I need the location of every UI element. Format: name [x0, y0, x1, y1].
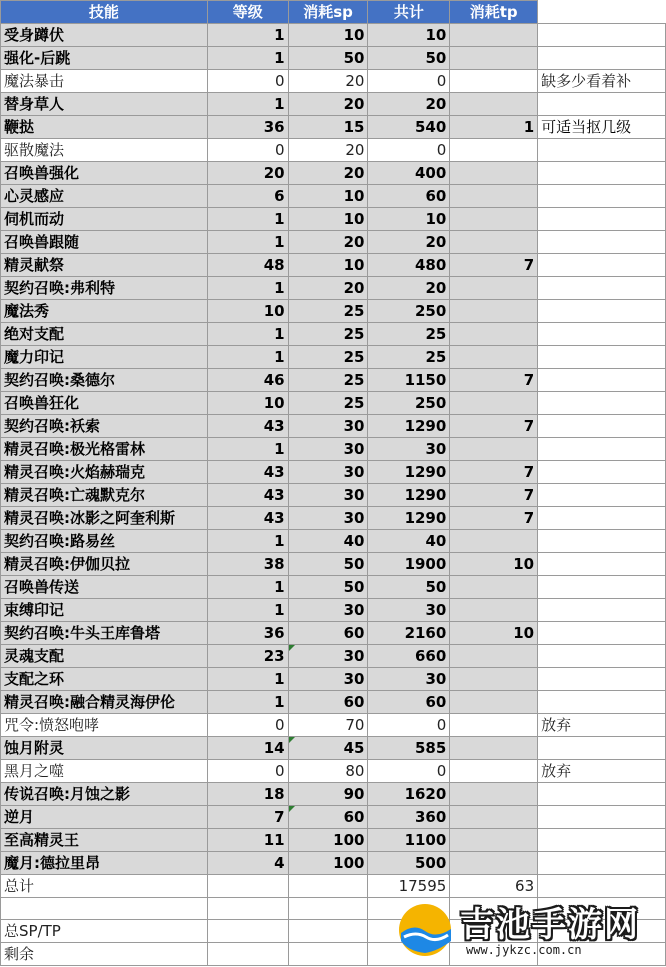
- empty-cell[interactable]: [288, 875, 368, 898]
- sp-cost-cell[interactable]: 25: [288, 300, 368, 323]
- level-cell[interactable]: 36: [207, 116, 288, 139]
- note-cell[interactable]: [538, 783, 666, 806]
- level-cell[interactable]: 6: [207, 185, 288, 208]
- level-cell[interactable]: 43: [207, 461, 288, 484]
- level-cell[interactable]: 1: [207, 323, 288, 346]
- table-row: [1, 599, 666, 622]
- skill-name-cell[interactable]: 替身草人: [1, 93, 208, 116]
- tp-cost-cell[interactable]: [450, 438, 538, 461]
- sp-cost-cell[interactable]: 60: [288, 622, 368, 645]
- skill-name-cell[interactable]: 召唤兽传送: [1, 576, 208, 599]
- level-cell[interactable]: 36: [207, 622, 288, 645]
- skill-name-cell[interactable]: 精灵召唤:亡魂默克尔: [1, 484, 208, 507]
- skill-name-cell[interactable]: 魔力印记: [1, 346, 208, 369]
- note-cell[interactable]: [538, 208, 666, 231]
- table-row: [1, 668, 666, 691]
- total-cell[interactable]: 30: [368, 438, 450, 461]
- note-cell[interactable]: [538, 323, 666, 346]
- table-row: [1, 70, 666, 93]
- table-row: [1, 369, 666, 392]
- watermark-url: www.jykzc.com.cn: [466, 943, 582, 957]
- total-cell[interactable]: 1620: [368, 783, 450, 806]
- skill-name-cell[interactable]: 精灵召唤:火焰赫瑞克: [1, 461, 208, 484]
- tp-cost-cell[interactable]: [450, 346, 538, 369]
- sp-cost-cell[interactable]: 90: [288, 783, 368, 806]
- tp-cost-cell[interactable]: 7: [450, 415, 538, 438]
- sp-cost-cell[interactable]: 15: [288, 116, 368, 139]
- total-cell[interactable]: 60: [368, 691, 450, 714]
- wave-ball-logo-icon: [396, 901, 454, 959]
- total-cell[interactable]: 660: [368, 645, 450, 668]
- level-cell[interactable]: 4: [207, 852, 288, 875]
- total-cell[interactable]: 10: [368, 208, 450, 231]
- tp-cost-cell[interactable]: [450, 300, 538, 323]
- sp-cost-cell[interactable]: 25: [288, 346, 368, 369]
- tp-cost-cell[interactable]: [450, 530, 538, 553]
- total-cell[interactable]: 250: [368, 392, 450, 415]
- sp-cost-cell[interactable]: 30: [288, 599, 368, 622]
- skill-name-cell[interactable]: 传说召唤:月蚀之影: [1, 783, 208, 806]
- level-cell[interactable]: 1: [207, 346, 288, 369]
- total-cell[interactable]: 1150: [368, 369, 450, 392]
- tp-cost-cell[interactable]: [450, 139, 538, 162]
- total-cell[interactable]: 25: [368, 323, 450, 346]
- total-cell[interactable]: 1290: [368, 507, 450, 530]
- skill-name-cell[interactable]: 支配之环: [1, 668, 208, 691]
- skill-name-cell[interactable]: 绝对支配: [1, 323, 208, 346]
- tp-cost-cell[interactable]: 7: [450, 369, 538, 392]
- tp-cost-cell[interactable]: [450, 668, 538, 691]
- total-cell[interactable]: 1290: [368, 461, 450, 484]
- tp-cost-cell[interactable]: [450, 47, 538, 70]
- skill-name-cell[interactable]: 强化-后跳: [1, 47, 208, 70]
- level-cell[interactable]: 20: [207, 162, 288, 185]
- tp-cost-cell[interactable]: [450, 93, 538, 116]
- table-row: [1, 645, 666, 668]
- note-cell[interactable]: [538, 553, 666, 576]
- tp-cost-cell[interactable]: 10: [450, 622, 538, 645]
- level-cell[interactable]: 11: [207, 829, 288, 852]
- note-cell[interactable]: [538, 484, 666, 507]
- table-row: [1, 691, 666, 714]
- level-cell[interactable]: 23: [207, 645, 288, 668]
- tp-cost-cell[interactable]: 1: [450, 116, 538, 139]
- summary-label-cell[interactable]: [1, 898, 208, 920]
- sp-cost-cell[interactable]: 20: [288, 139, 368, 162]
- level-cell[interactable]: 1: [207, 691, 288, 714]
- empty-cell[interactable]: [207, 920, 288, 943]
- table-row: [1, 622, 666, 645]
- table-row: [1, 530, 666, 553]
- tp-cost-cell[interactable]: [450, 277, 538, 300]
- note-cell[interactable]: [538, 737, 666, 760]
- tp-cost-cell[interactable]: 7: [450, 507, 538, 530]
- total-cell[interactable]: 0: [368, 70, 450, 93]
- sp-cost-cell[interactable]: 60: [288, 806, 368, 829]
- note-cell[interactable]: [538, 530, 666, 553]
- total-cell[interactable]: 20: [368, 93, 450, 116]
- empty-cell[interactable]: [288, 898, 368, 920]
- note-cell[interactable]: [538, 369, 666, 392]
- sp-cost-cell[interactable]: 30: [288, 668, 368, 691]
- tp-cost-cell[interactable]: [450, 576, 538, 599]
- sp-cost-cell[interactable]: 100: [288, 829, 368, 852]
- level-cell[interactable]: 1: [207, 231, 288, 254]
- total-cell[interactable]: 40: [368, 530, 450, 553]
- tp-cost-cell[interactable]: [450, 806, 538, 829]
- sp-cost-cell[interactable]: 30: [288, 507, 368, 530]
- sp-cost-cell[interactable]: 25: [288, 392, 368, 415]
- table-row: [1, 415, 666, 438]
- skill-name-cell[interactable]: 咒令:愤怒咆哮: [1, 714, 208, 737]
- level-cell[interactable]: 38: [207, 553, 288, 576]
- level-cell[interactable]: 10: [207, 392, 288, 415]
- tp-cost-cell[interactable]: 7: [450, 484, 538, 507]
- skill-name-cell[interactable]: 鞭挞: [1, 116, 208, 139]
- note-cell[interactable]: 放弃: [538, 714, 666, 737]
- tp-cost-cell[interactable]: [450, 185, 538, 208]
- watermark: [392, 893, 662, 965]
- skill-name-cell[interactable]: 精灵召唤:极光格雷林: [1, 438, 208, 461]
- level-cell[interactable]: 18: [207, 783, 288, 806]
- tp-cost-cell[interactable]: [450, 208, 538, 231]
- tp-cost-cell[interactable]: 7: [450, 254, 538, 277]
- empty-cell[interactable]: [207, 898, 288, 920]
- level-cell[interactable]: 46: [207, 369, 288, 392]
- sp-cost-cell[interactable]: 50: [288, 553, 368, 576]
- tp-cost-cell[interactable]: [450, 24, 538, 47]
- tp-cost-cell[interactable]: [450, 231, 538, 254]
- sp-cost-cell[interactable]: 25: [288, 369, 368, 392]
- note-cell[interactable]: [538, 438, 666, 461]
- sp-cost-cell[interactable]: 50: [288, 576, 368, 599]
- note-cell[interactable]: [538, 24, 666, 47]
- skill-name-cell[interactable]: 魔月:德拉里昂: [1, 852, 208, 875]
- total-cell[interactable]: 250: [368, 300, 450, 323]
- skill-name-cell[interactable]: 伺机而动: [1, 208, 208, 231]
- summary-label-cell[interactable]: 总计: [1, 875, 208, 898]
- sp-cost-cell[interactable]: 20: [288, 70, 368, 93]
- summary-total-cell[interactable]: 17595: [368, 875, 450, 898]
- total-cell[interactable]: 10: [368, 24, 450, 47]
- table-row: [1, 116, 666, 139]
- skill-name-cell[interactable]: 精灵献祭: [1, 254, 208, 277]
- tp-cost-cell[interactable]: [450, 691, 538, 714]
- level-cell[interactable]: 43: [207, 484, 288, 507]
- note-cell[interactable]: [538, 576, 666, 599]
- total-cell[interactable]: 50: [368, 47, 450, 70]
- note-cell[interactable]: [538, 139, 666, 162]
- note-cell[interactable]: [538, 277, 666, 300]
- skill-name-cell[interactable]: 契约召唤:路易丝: [1, 530, 208, 553]
- tp-cost-cell[interactable]: [450, 323, 538, 346]
- table-row: [1, 392, 666, 415]
- table-row: [1, 507, 666, 530]
- skill-name-cell[interactable]: 契约召唤:袄索: [1, 415, 208, 438]
- table-row: [1, 760, 666, 783]
- tp-cost-cell[interactable]: [450, 737, 538, 760]
- sp-cost-cell[interactable]: 20: [288, 93, 368, 116]
- level-cell[interactable]: 0: [207, 70, 288, 93]
- table-row: [1, 208, 666, 231]
- table-row: [1, 806, 666, 829]
- table-row: [1, 553, 666, 576]
- sp-cost-cell[interactable]: 20: [288, 231, 368, 254]
- total-cell[interactable]: 585: [368, 737, 450, 760]
- total-cell[interactable]: 30: [368, 599, 450, 622]
- empty-cell[interactable]: [288, 920, 368, 943]
- total-cell[interactable]: 60: [368, 185, 450, 208]
- summary-tp-cell[interactable]: 63: [450, 875, 538, 898]
- level-cell[interactable]: 1: [207, 277, 288, 300]
- level-cell[interactable]: 1: [207, 47, 288, 70]
- table-row: [1, 300, 666, 323]
- skill-name-cell[interactable]: 逆月: [1, 806, 208, 829]
- header-tp-cost[interactable]: 消耗tp: [450, 1, 538, 24]
- total-cell[interactable]: 480: [368, 254, 450, 277]
- total-cell[interactable]: 25: [368, 346, 450, 369]
- skill-name-cell[interactable]: 驱散魔法: [1, 139, 208, 162]
- sp-cost-cell[interactable]: 40: [288, 530, 368, 553]
- tp-cost-cell[interactable]: [450, 70, 538, 93]
- sp-cost-cell[interactable]: 80: [288, 760, 368, 783]
- skill-name-cell[interactable]: 召唤兽强化: [1, 162, 208, 185]
- level-cell[interactable]: 48: [207, 254, 288, 277]
- note-cell[interactable]: [538, 622, 666, 645]
- skill-name-cell[interactable]: 魔法秀: [1, 300, 208, 323]
- summary-label-cell[interactable]: 剩余: [1, 943, 208, 966]
- level-cell[interactable]: 43: [207, 415, 288, 438]
- level-cell[interactable]: 14: [207, 737, 288, 760]
- note-cell[interactable]: [538, 254, 666, 277]
- tp-cost-cell[interactable]: [450, 829, 538, 852]
- level-cell[interactable]: 1: [207, 668, 288, 691]
- tp-cost-cell[interactable]: [450, 852, 538, 875]
- table-row: [1, 323, 666, 346]
- note-cell[interactable]: [538, 507, 666, 530]
- empty-cell[interactable]: [288, 943, 368, 966]
- skill-name-cell[interactable]: 召唤兽狂化: [1, 392, 208, 415]
- skill-name-cell[interactable]: 契约召唤:弗利特: [1, 277, 208, 300]
- note-cell[interactable]: [538, 392, 666, 415]
- note-cell[interactable]: 可适当抠几级: [538, 116, 666, 139]
- table-row: [1, 346, 666, 369]
- skill-name-cell[interactable]: 黑月之噬: [1, 760, 208, 783]
- sp-cost-cell[interactable]: 60: [288, 691, 368, 714]
- table-row: [1, 737, 666, 760]
- skill-name-cell[interactable]: 束缚印记: [1, 599, 208, 622]
- skill-name-cell[interactable]: 蚀月附灵: [1, 737, 208, 760]
- header-note[interactable]: [538, 1, 666, 24]
- tp-cost-cell[interactable]: [450, 783, 538, 806]
- table-row: [1, 254, 666, 277]
- sp-cost-cell[interactable]: 30: [288, 645, 368, 668]
- level-cell[interactable]: 7: [207, 806, 288, 829]
- skill-name-cell[interactable]: 魔法暴击: [1, 70, 208, 93]
- sp-cost-cell[interactable]: 20: [288, 162, 368, 185]
- level-cell[interactable]: 1: [207, 530, 288, 553]
- level-cell[interactable]: 1: [207, 438, 288, 461]
- sp-cost-cell[interactable]: 10: [288, 24, 368, 47]
- sp-cost-cell[interactable]: 30: [288, 461, 368, 484]
- table-row: [1, 783, 666, 806]
- total-cell[interactable]: 0: [368, 760, 450, 783]
- sp-cost-cell[interactable]: 50: [288, 47, 368, 70]
- total-cell[interactable]: 540: [368, 116, 450, 139]
- total-cell[interactable]: 1290: [368, 415, 450, 438]
- empty-cell[interactable]: [207, 875, 288, 898]
- level-cell[interactable]: 0: [207, 760, 288, 783]
- table-row: [1, 484, 666, 507]
- watermark-text: 吉池手游网: [460, 905, 640, 945]
- note-cell[interactable]: [538, 852, 666, 875]
- total-cell[interactable]: 2160: [368, 622, 450, 645]
- table-row: [1, 139, 666, 162]
- sp-cost-cell[interactable]: 30: [288, 484, 368, 507]
- header-skill[interactable]: 技能: [1, 1, 208, 24]
- tp-cost-cell[interactable]: [450, 162, 538, 185]
- note-cell[interactable]: [538, 691, 666, 714]
- note-cell[interactable]: [538, 93, 666, 116]
- level-cell[interactable]: 10: [207, 300, 288, 323]
- sp-cost-cell[interactable]: 10: [288, 185, 368, 208]
- sp-cost-cell[interactable]: 30: [288, 415, 368, 438]
- header-total[interactable]: 共计: [368, 1, 450, 24]
- note-cell[interactable]: [538, 185, 666, 208]
- table-row: [1, 576, 666, 599]
- table-row: [1, 47, 666, 70]
- sp-cost-cell[interactable]: 45: [288, 737, 368, 760]
- skill-name-cell[interactable]: 受身蹲伏: [1, 24, 208, 47]
- skill-name-cell[interactable]: 契约召唤:牛头王库鲁塔: [1, 622, 208, 645]
- sp-cost-cell[interactable]: 10: [288, 208, 368, 231]
- level-cell[interactable]: 0: [207, 139, 288, 162]
- total-cell[interactable]: 0: [368, 139, 450, 162]
- skill-name-cell[interactable]: 心灵感应: [1, 185, 208, 208]
- note-cell[interactable]: [538, 415, 666, 438]
- sp-cost-cell[interactable]: 10: [288, 254, 368, 277]
- skill-name-cell[interactable]: 精灵召唤:冰影之阿奎利斯: [1, 507, 208, 530]
- sp-cost-cell[interactable]: 100: [288, 852, 368, 875]
- table-row: [1, 852, 666, 875]
- level-cell[interactable]: 1: [207, 93, 288, 116]
- note-cell[interactable]: [538, 300, 666, 323]
- note-cell[interactable]: [538, 829, 666, 852]
- note-cell[interactable]: [538, 162, 666, 185]
- tp-cost-cell[interactable]: [450, 760, 538, 783]
- total-cell[interactable]: 30: [368, 668, 450, 691]
- total-cell[interactable]: 1290: [368, 484, 450, 507]
- level-cell[interactable]: 43: [207, 507, 288, 530]
- tp-cost-cell[interactable]: [450, 645, 538, 668]
- note-cell[interactable]: [538, 806, 666, 829]
- level-cell[interactable]: 1: [207, 576, 288, 599]
- table-row: [1, 438, 666, 461]
- summary-label-cell[interactable]: 总SP/TP: [1, 920, 208, 943]
- sp-cost-cell[interactable]: 25: [288, 323, 368, 346]
- level-cell[interactable]: 1: [207, 208, 288, 231]
- skill-name-cell[interactable]: 契约召唤:桑德尔: [1, 369, 208, 392]
- tp-cost-cell[interactable]: [450, 714, 538, 737]
- note-cell[interactable]: [538, 599, 666, 622]
- table-row: [1, 461, 666, 484]
- skill-name-cell[interactable]: 召唤兽跟随: [1, 231, 208, 254]
- level-cell[interactable]: 0: [207, 714, 288, 737]
- level-cell[interactable]: 1: [207, 599, 288, 622]
- sp-cost-cell[interactable]: 30: [288, 438, 368, 461]
- header-sp-cost[interactable]: 消耗sp: [288, 1, 368, 24]
- header-level[interactable]: 等级: [207, 1, 288, 24]
- note-cell[interactable]: [538, 645, 666, 668]
- table-row: [1, 277, 666, 300]
- total-cell[interactable]: 1100: [368, 829, 450, 852]
- table-row: [1, 24, 666, 47]
- skill-name-cell[interactable]: 灵魂支配: [1, 645, 208, 668]
- sp-cost-cell[interactable]: 20: [288, 277, 368, 300]
- table-row: [1, 714, 666, 737]
- tp-cost-cell[interactable]: [450, 392, 538, 415]
- skill-name-cell[interactable]: 至高精灵王: [1, 829, 208, 852]
- tp-cost-cell[interactable]: 10: [450, 553, 538, 576]
- total-cell[interactable]: 20: [368, 277, 450, 300]
- skill-name-cell[interactable]: 精灵召唤:伊伽贝拉: [1, 553, 208, 576]
- total-cell[interactable]: 0: [368, 714, 450, 737]
- note-cell[interactable]: [538, 461, 666, 484]
- table-row: [1, 185, 666, 208]
- table-row: [1, 93, 666, 116]
- note-cell[interactable]: 放弃: [538, 760, 666, 783]
- total-cell[interactable]: 20: [368, 231, 450, 254]
- level-cell[interactable]: 1: [207, 24, 288, 47]
- table-row: [1, 829, 666, 852]
- note-cell[interactable]: [538, 47, 666, 70]
- note-cell[interactable]: 缺多少看着补: [538, 70, 666, 93]
- header-row: [1, 1, 666, 24]
- table-row: [1, 162, 666, 185]
- tp-cost-cell[interactable]: 7: [450, 461, 538, 484]
- total-cell[interactable]: 1900: [368, 553, 450, 576]
- total-cell[interactable]: 50: [368, 576, 450, 599]
- total-cell[interactable]: 400: [368, 162, 450, 185]
- table-row: [1, 231, 666, 254]
- total-cell[interactable]: 360: [368, 806, 450, 829]
- sp-cost-cell[interactable]: 70: [288, 714, 368, 737]
- skill-name-cell[interactable]: 精灵召唤:融合精灵海伊伦: [1, 691, 208, 714]
- skill-rows: [1, 24, 666, 875]
- note-cell[interactable]: [538, 231, 666, 254]
- empty-cell[interactable]: [207, 943, 288, 966]
- note-cell[interactable]: [538, 346, 666, 369]
- total-cell[interactable]: 500: [368, 852, 450, 875]
- tp-cost-cell[interactable]: [450, 599, 538, 622]
- note-cell[interactable]: [538, 668, 666, 691]
